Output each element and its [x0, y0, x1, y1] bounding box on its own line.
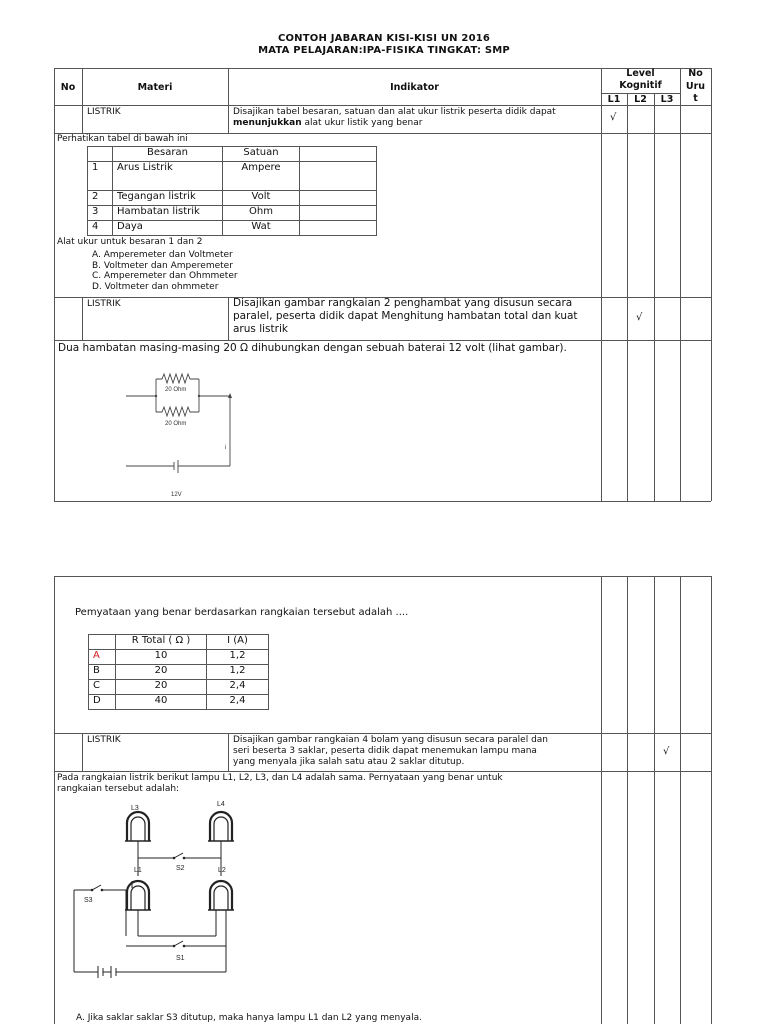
current-label: i: [225, 445, 227, 451]
answer-key-a: A: [89, 650, 116, 665]
col-l1: L1: [607, 94, 621, 105]
table-row: 2 Tegangan listrik Volt: [88, 191, 377, 206]
table-row: A 10 1,2: [89, 650, 269, 665]
item2-stem: Dua hambatan masing-masing 20 Ω dihubungkan dengan sebuah baterai 12 volt (lihat gambar).: [58, 342, 567, 354]
table-row: 3 Hambatan listrik Ohm: [88, 206, 377, 221]
doc-subtitle: MATA PELAJARAN:IPA-FISIKA TINGKAT: SMP: [258, 45, 510, 56]
item1-materi: LISTRIK: [87, 107, 121, 117]
item1-indikator: Disajikan tabel besaran, satuan dan alat ukur listrik peserta didik dapat menunjukkan alat ukur listik yang benar: [233, 107, 556, 128]
item3-stem: Pada rangkaian listrik berikut lampu L1, L2, L3, dan L4 adalah sama. Pernyataan yang benar untuk rangkaian tersebut adalah:: [57, 773, 503, 794]
item1-stem: Perhatikan tabel di bawah ini: [57, 134, 188, 144]
col-no-urut: No Uru t: [685, 68, 706, 104]
parallel-resistor-circuit: [118, 365, 248, 500]
label-l3: L3: [131, 805, 139, 812]
option-c: C. Amperemeter dan Ohmmeter: [92, 271, 238, 281]
table-row: C 20 2,4: [89, 680, 269, 695]
label-s1: S1: [176, 955, 185, 962]
item3-materi: LISTRIK: [87, 735, 121, 745]
item1-check-l1: √: [610, 112, 617, 123]
col-indikator: Indikator: [390, 82, 439, 93]
option-a: A. Amperemeter dan Voltmeter: [92, 250, 233, 260]
col-l2: L2: [634, 94, 647, 105]
label-l2: L2: [218, 867, 226, 874]
item3-indikator: Disajikan gambar rangkaian 4 bolam yang disusun secara paralel dan seri beserta 3 saklar, peserta didik dapat menemukan lampu mana yang menyala jika salah satu atau 2 saklar ditutup.: [233, 735, 549, 767]
col-materi: Materi: [137, 82, 173, 93]
item2-indikator: Disajikan gambar rangkaian 2 penghambat yang disusun secara paralel, peserta didik dapat Menghitung hambatan total dan kuat arus listrik: [233, 297, 578, 335]
r1-label: 20 Ohm: [165, 387, 187, 393]
r2-label: 20 Ohm: [165, 421, 187, 427]
besaran-table: Besaran Satuan 1 Arus Listrik Ampere 2 Tegangan listrik Volt 3 Hambatan listrik Ohm 4 Daya Wat: [87, 146, 377, 236]
item1-question: Alat ukur untuk besaran 1 dan 2: [57, 237, 203, 247]
lamp-l3: [125, 812, 151, 841]
answer-table: R Total ( Ω ) I (A) A 10 1,2 B 20 1,2 C 20 2,4 D 40 2,4: [88, 634, 269, 710]
table-row: 4 Daya Wat: [88, 221, 377, 236]
table-row: B 20 1,2: [89, 665, 269, 680]
doc-title: CONTOH JABARAN KISI-KISI UN 2016: [277, 33, 491, 44]
label-l4: L4: [217, 801, 225, 808]
item3-option-a: A. Jika saklar saklar S3 ditutup, maka hanya lampu L1 dan L2 yang menyala.: [76, 1013, 422, 1023]
item2-question: Pemyataan yang benar berdasarkan rangkaian tersebut adalah ....: [75, 607, 409, 618]
four-lamp-circuit: [66, 796, 256, 986]
table-row: D 40 2,4: [89, 695, 269, 710]
lamp-l4: [208, 812, 234, 841]
option-d: D. Voltmeter dan ohmmeter: [92, 281, 219, 292]
item3-check-l3: √: [663, 746, 670, 757]
col-no: No: [60, 82, 76, 93]
label-s3: S3: [84, 897, 93, 904]
item2-check-l2: √: [636, 312, 643, 323]
label-l1: L1: [134, 867, 142, 874]
battery-label: 12V: [171, 492, 182, 498]
item2-materi: LISTRIK: [87, 299, 121, 309]
col-l3: L3: [660, 94, 674, 105]
lamp-l2: [208, 881, 234, 910]
col-level: Level Kognitif: [619, 68, 662, 91]
option-b: B. Voltmeter dan Amperemeter: [92, 260, 233, 271]
table-row: 1 Arus Listrik Ampere: [88, 162, 377, 191]
item1-options: [92, 250, 238, 292]
lamp-l1: [125, 881, 151, 910]
label-s2: S2: [176, 865, 185, 872]
